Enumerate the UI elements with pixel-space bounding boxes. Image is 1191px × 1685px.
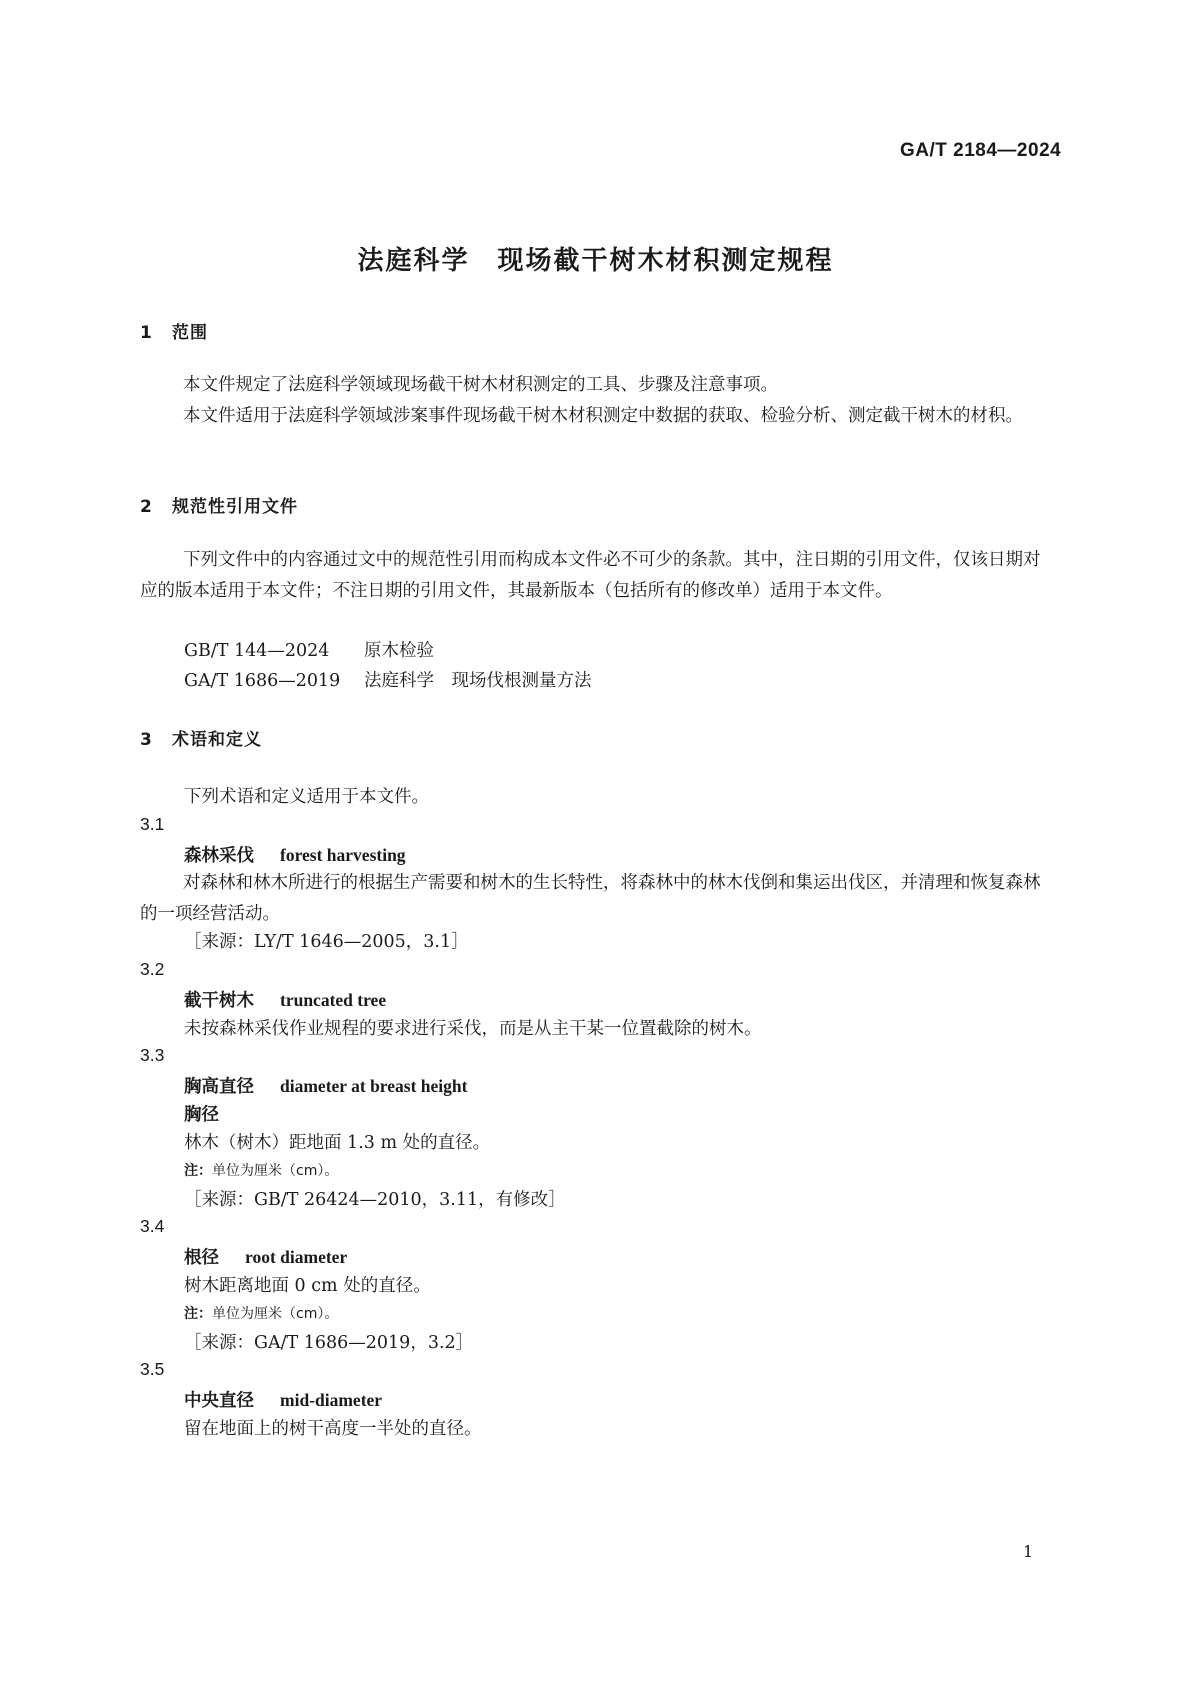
section-title: 规范性引用文件 xyxy=(172,497,298,517)
reference-code: GB/T 144—2024 xyxy=(184,641,330,661)
reference-title: 法庭科学 现场伐根测量方法 xyxy=(364,671,592,691)
section-title: 范围 xyxy=(172,323,208,343)
term-entry xyxy=(184,987,386,1012)
term-en: truncated tree xyxy=(280,990,387,1010)
reference-item xyxy=(184,637,434,662)
section-number: 1 xyxy=(140,323,153,343)
term-definition: 未按森林采伐作业规程的要求进行采伐，而是从主干某一位置截除的树木。 xyxy=(184,1019,762,1039)
term-entry xyxy=(184,1387,382,1412)
term-en: mid-diameter xyxy=(280,1390,383,1410)
term-number: 3.5 xyxy=(140,1359,165,1379)
section-1-heading xyxy=(140,318,208,343)
term-definition: 对森林和林木所进行的根据生产需要和树木的生长特性，将森林中的林木伐倒和集运出伐区，并清理和恢复森林的一项经营活动。 xyxy=(140,873,1041,924)
note-label: 注： xyxy=(184,1306,212,1322)
reference-item xyxy=(184,667,592,692)
term-en: diameter at breast height xyxy=(280,1076,468,1096)
section-number: 3 xyxy=(140,730,153,750)
term-source: ［来源：GB/T 26424—2010，3.11，有修改］ xyxy=(184,1190,566,1210)
term-entry xyxy=(184,1244,347,1269)
term-number: 3.2 xyxy=(140,959,165,979)
note-label: 注： xyxy=(184,1163,212,1179)
section-2-heading xyxy=(140,492,298,517)
term-definition: 留在地面上的树干高度一半处的直径。 xyxy=(184,1419,482,1439)
term-source: ［来源：LY/T 1646—2005，3.1］ xyxy=(184,932,469,952)
term-number: 3.3 xyxy=(140,1045,165,1065)
section-number: 2 xyxy=(140,497,153,517)
section-title: 术语和定义 xyxy=(172,730,262,750)
term-synonym xyxy=(184,1101,245,1126)
term-source: ［来源：GA/T 1686—2019，3.2］ xyxy=(184,1333,474,1353)
terms-intro: 下列术语和定义适用于本文件。 xyxy=(184,787,429,807)
paragraph: 下列文件中的内容通过文中的规范性引用而构成本文件必不可少的条款。其中，注日期的引用文件，仅该日期对应的版本适用于本文件；不注日期的引用文件，其最新版本（包括所有的修改单）适用于本文件。 xyxy=(140,550,1041,601)
term-number: 3.1 xyxy=(140,814,165,834)
section-3-heading xyxy=(140,725,262,750)
term-en: root diameter xyxy=(245,1247,348,1267)
page-number: 1 xyxy=(1023,1542,1034,1561)
term-zh: 中央直径 xyxy=(184,1391,254,1411)
paragraph: 本文件适用于法庭科学领域涉案事件现场截干树木材积测定中数据的获取、检验分析、测定截干树木的材积。 xyxy=(183,406,1023,426)
note-text: 单位为厘米（cm）。 xyxy=(212,1306,339,1322)
paragraph: 本文件规定了法庭科学领域现场截干树木材积测定的工具、步骤及注意事项。 xyxy=(183,375,778,395)
term-entry xyxy=(184,842,406,867)
term-zh: 胸高直径 xyxy=(184,1077,254,1097)
term-zh: 森林采伐 xyxy=(184,846,254,866)
term-definition: 林木（树木）距地面 1.3 m 处的直径。 xyxy=(184,1133,491,1153)
term-note xyxy=(184,1303,338,1323)
term-entry xyxy=(184,1073,467,1098)
term-definition: 树木距离地面 0 cm 处的直径。 xyxy=(184,1276,431,1296)
standard-number: GA/T 2184—2024 xyxy=(900,140,1062,161)
term-number: 3.4 xyxy=(140,1216,165,1236)
note-text: 单位为厘米（cm）。 xyxy=(212,1163,339,1179)
term-note xyxy=(184,1160,338,1180)
term-synonym-zh: 胸径 xyxy=(184,1105,219,1125)
term-en: forest harvesting xyxy=(280,845,406,865)
reference-code: GA/T 1686—2019 xyxy=(184,671,341,691)
document-title: 法庭科学 现场截干树木材积测定规程 xyxy=(357,246,834,276)
reference-title: 原木检验 xyxy=(364,641,434,661)
term-zh: 根径 xyxy=(184,1248,219,1268)
term-zh: 截干树木 xyxy=(184,991,254,1011)
